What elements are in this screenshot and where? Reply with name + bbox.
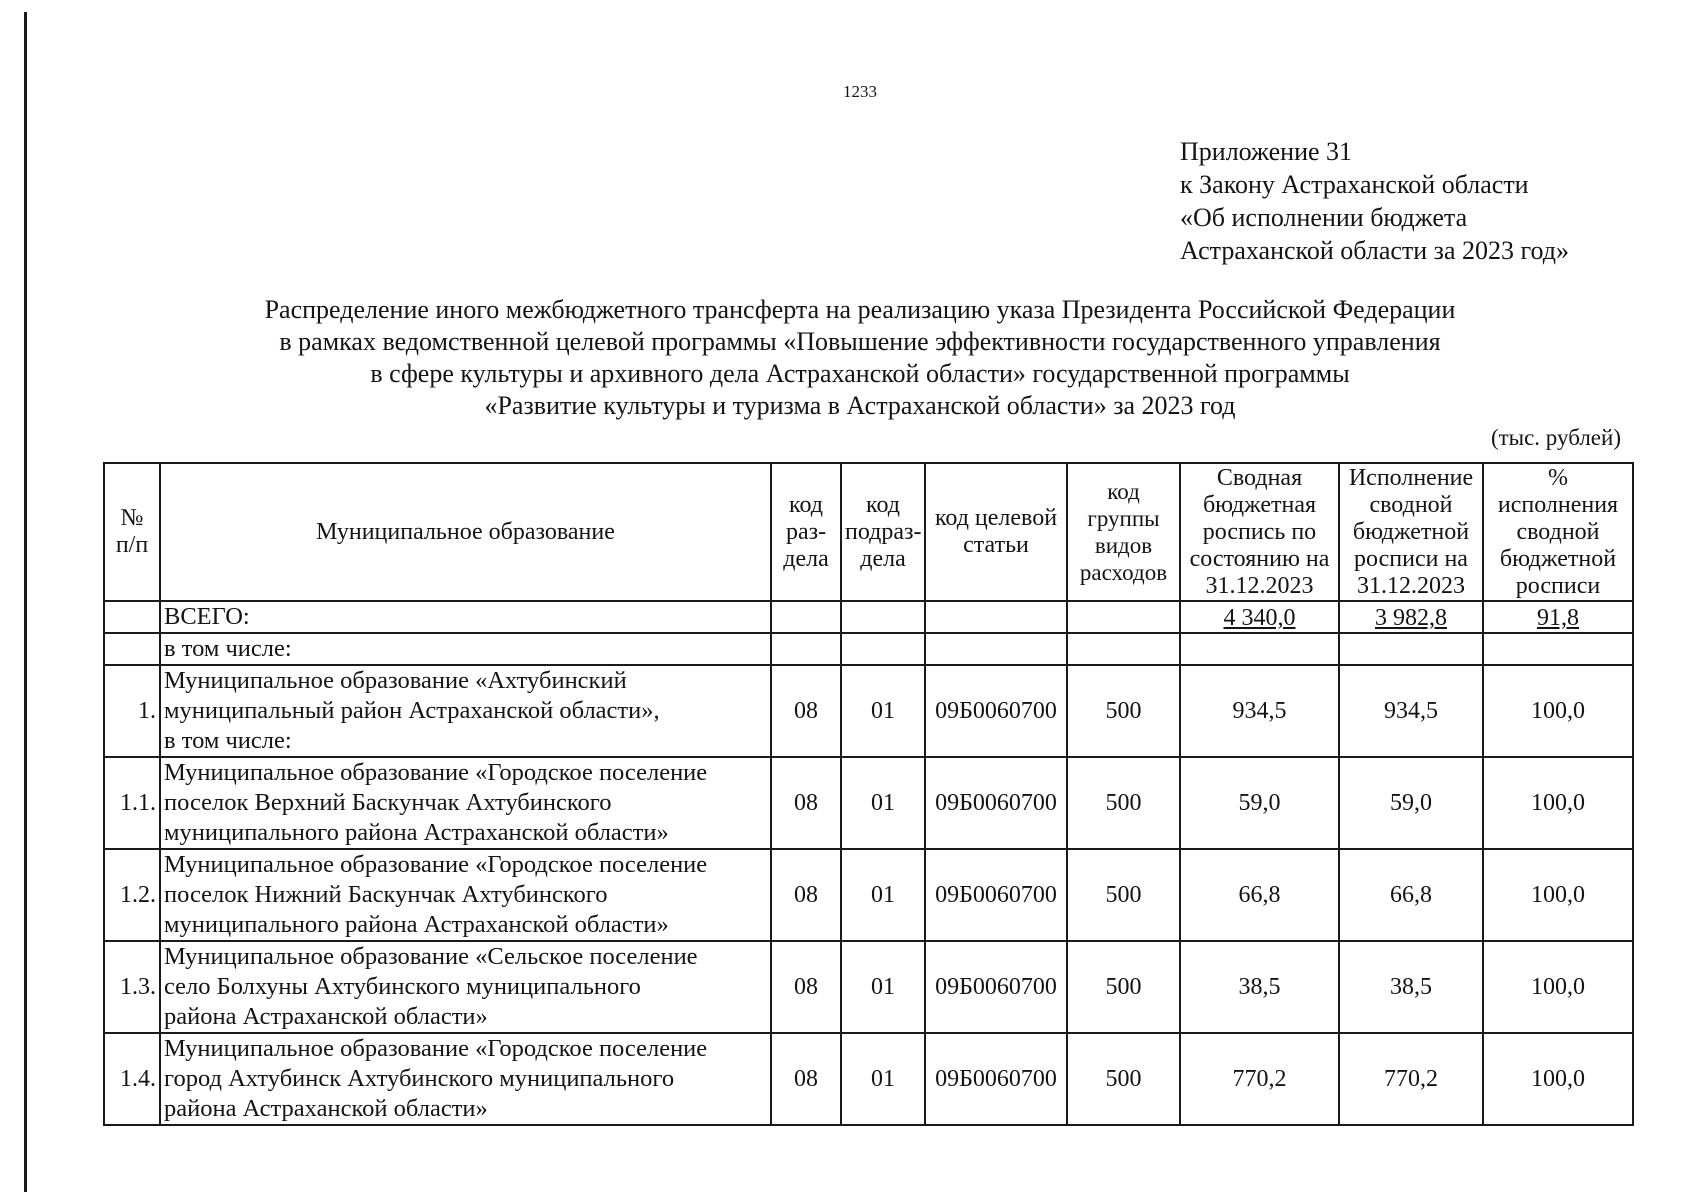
row-exec-value: 66,8: [1339, 849, 1483, 941]
total-row: [104, 601, 1633, 633]
row-percent-value: 100,0: [1483, 665, 1633, 757]
appendix-line: Приложение 31: [1180, 137, 1353, 166]
row-code-podrazdel: 01: [841, 757, 925, 849]
municipality-name-line: Муниципальное образование «Городское поселение: [164, 851, 708, 878]
header-target: [925, 463, 1067, 601]
page-number: 1233: [843, 82, 877, 101]
header-exec-line: росписи на: [1354, 545, 1468, 572]
header-group-line: код: [1107, 479, 1140, 504]
total-exec: [1339, 601, 1483, 633]
table-row: [104, 757, 1633, 849]
header-plan-line: Сводная: [1216, 464, 1303, 491]
header-group: [1067, 463, 1180, 601]
row-municipality-name: [160, 849, 771, 941]
units-label: (тыс. рублей): [1490, 425, 1621, 450]
row-number: 1.2.: [104, 849, 160, 941]
table-row: [104, 665, 1633, 757]
row-percent-value: 100,0: [1483, 941, 1633, 1033]
row-plan-value: 770,2: [1180, 1033, 1339, 1125]
including-empty-cell: [1180, 633, 1339, 665]
appendix-line: «Об исполнении бюджета: [1180, 203, 1468, 232]
row-code-group: 500: [1067, 1033, 1180, 1125]
row-municipality-name: [160, 757, 771, 849]
row-municipality-name: [160, 941, 771, 1033]
row-code-group: 500: [1067, 941, 1180, 1033]
table-row: [104, 849, 1633, 941]
total-num-cell: [104, 601, 160, 633]
appendix-reference: [1180, 135, 1569, 267]
header-exec-line: Исполнение: [1348, 464, 1474, 491]
total-empty-cell: [1067, 601, 1180, 633]
row-municipality-name: [160, 665, 771, 757]
municipality-rows: [104, 665, 1633, 1125]
row-code-podrazdel: 01: [841, 849, 925, 941]
row-number: 1.4.: [104, 1033, 160, 1125]
header-plan-line: роспись по: [1202, 518, 1317, 545]
header-group-line: видов: [1094, 533, 1153, 558]
municipality-name-line: муниципального района Астраханской области»: [164, 819, 669, 846]
distribution-table: [103, 462, 1634, 1126]
municipality-name-line: в том числе:: [164, 727, 292, 754]
including-empty-cell: [1067, 633, 1180, 665]
total-empty-cell: [841, 601, 925, 633]
row-exec-value: 38,5: [1339, 941, 1483, 1033]
title-line: в сфере культуры и архивного дела Астраханской области» государственной программы: [370, 359, 1350, 388]
header-num-line: п/п: [115, 532, 149, 558]
row-code-group: 500: [1067, 849, 1180, 941]
header-razdel-line: дела: [783, 545, 829, 572]
municipality-name-line: муниципальный район Астраханской области»,: [164, 697, 660, 724]
row-code-podrazdel: 01: [841, 1033, 925, 1125]
appendix-line: Астраханской области за 2023 год»: [1180, 236, 1569, 265]
header-plan: [1180, 463, 1339, 601]
row-exec-value: 770,2: [1339, 1033, 1483, 1125]
municipality-name-line: района Астраханской области»: [164, 1095, 488, 1122]
header-percent-line: росписи: [1515, 572, 1601, 599]
row-code-target: 09Б0060700: [925, 1033, 1067, 1125]
header-podrazdel-line: подраз-: [845, 518, 922, 545]
title-line: Распределение иного межбюджетного трансферта на реализацию указа Президента Российской Федерации: [264, 295, 1456, 324]
municipality-name-line: Муниципальное образование «Ахтубинский: [164, 667, 627, 694]
including-label: в том числе:: [160, 633, 771, 665]
header-group-line: расходов: [1079, 560, 1168, 585]
document-title: [100, 294, 1620, 422]
row-code-target: 09Б0060700: [925, 849, 1067, 941]
total-percent: [1483, 601, 1633, 633]
including-empty-cell: [1339, 633, 1483, 665]
row-plan-value: 934,5: [1180, 665, 1339, 757]
municipality-name-line: поселок Нижний Баскунчак Ахтубинского: [164, 881, 608, 908]
row-code-target: 09Б0060700: [925, 757, 1067, 849]
row-percent-value: 100,0: [1483, 757, 1633, 849]
row-number: 1.3.: [104, 941, 160, 1033]
total-label: ВСЕГО:: [160, 601, 771, 633]
header-exec: [1339, 463, 1483, 601]
table-header-row: [104, 463, 1633, 601]
total-empty-cell: [771, 601, 841, 633]
row-code-target: 09Б0060700: [925, 941, 1067, 1033]
row-plan-value: 66,8: [1180, 849, 1339, 941]
row-code-target: 09Б0060700: [925, 665, 1067, 757]
header-plan-line: бюджетная: [1202, 491, 1317, 518]
header-target-line: статьи: [963, 532, 1029, 558]
row-code-razdel: 08: [771, 941, 841, 1033]
including-empty-cell: [925, 633, 1067, 665]
municipality-name-line: Муниципальное образование «Городское поселение: [164, 1035, 708, 1062]
header-target-line: код целевой: [934, 505, 1058, 531]
header-percent-line: сводной: [1516, 518, 1600, 545]
row-code-razdel: 08: [771, 665, 841, 757]
municipality-name-line: муниципального района Астраханской области»: [164, 911, 669, 938]
row-number: 1.: [104, 665, 160, 757]
row-code-podrazdel: 01: [841, 665, 925, 757]
header-percent-line: исполнения: [1497, 491, 1619, 518]
header-num: [104, 463, 160, 601]
header-exec-line: бюджетной: [1352, 518, 1470, 545]
including-num-cell: [104, 633, 160, 665]
row-exec-value: 59,0: [1339, 757, 1483, 849]
including-empty-cell: [771, 633, 841, 665]
header-podrazdel-line: код: [866, 491, 900, 518]
header-razdel-line: код: [789, 491, 823, 518]
row-code-razdel: 08: [771, 1033, 841, 1125]
municipality-name-line: село Болхуны Ахтубинского муниципального: [164, 973, 641, 1000]
row-exec-value: 934,5: [1339, 665, 1483, 757]
table-row: [104, 1033, 1633, 1125]
row-percent-value: 100,0: [1483, 849, 1633, 941]
header-exec-line: 31.12.2023: [1357, 572, 1465, 599]
row-plan-value: 38,5: [1180, 941, 1339, 1033]
header-percent-line: бюджетной: [1499, 545, 1617, 572]
row-municipality-name: [160, 1033, 771, 1125]
header-plan-line: 31.12.2023: [1205, 572, 1314, 599]
header-name: Муниципальное образование: [160, 463, 771, 601]
header-group-line: группы: [1087, 506, 1160, 531]
including-row: [104, 633, 1633, 665]
header-exec-line: сводной: [1369, 491, 1453, 518]
row-code-group: 500: [1067, 665, 1180, 757]
municipality-name-line: поселок Верхний Баскунчак Ахтубинского: [164, 789, 612, 816]
row-percent-value: 100,0: [1483, 1033, 1633, 1125]
municipality-name-line: Муниципальное образование «Сельское поселение: [164, 943, 698, 970]
header-num-line: №: [120, 505, 144, 531]
title-line: в рамках ведомственной целевой программы «Повышение эффективности государственного управления: [279, 327, 1441, 356]
header-plan-line: состоянию на: [1189, 545, 1330, 572]
municipality-name-line: Муниципальное образование «Городское поселение: [164, 759, 708, 786]
row-code-podrazdel: 01: [841, 941, 925, 1033]
header-podrazdel-line: дела: [860, 545, 906, 572]
header-percent-line: %: [1548, 464, 1568, 491]
row-code-razdel: 08: [771, 757, 841, 849]
row-number: 1.1.: [104, 757, 160, 849]
table-row: [104, 941, 1633, 1033]
total-plan-value: 4 340,0: [1223, 605, 1296, 631]
total-plan: [1180, 601, 1339, 633]
row-code-razdel: 08: [771, 849, 841, 941]
header-razdel-line: раз-: [785, 518, 827, 545]
row-plan-value: 59,0: [1180, 757, 1339, 849]
municipality-name-line: района Астраханской области»: [164, 1003, 488, 1030]
header-razdel: [771, 463, 841, 601]
row-code-group: 500: [1067, 757, 1180, 849]
including-empty-cell: [841, 633, 925, 665]
including-empty-cell: [1483, 633, 1633, 665]
total-percent-value: 91,8: [1537, 605, 1579, 631]
scan-edge-line: [24, 12, 27, 1192]
appendix-line: к Закону Астраханской области: [1180, 170, 1529, 199]
total-exec-value: 3 982,8: [1375, 605, 1447, 631]
total-empty-cell: [925, 601, 1067, 633]
header-percent: [1483, 463, 1633, 601]
header-podrazdel: [841, 463, 925, 601]
municipality-name-line: город Ахтубинск Ахтубинского муниципального: [164, 1065, 675, 1092]
title-line: «Развитие культуры и туризма в Астраханской области» за 2023 год: [484, 391, 1236, 420]
